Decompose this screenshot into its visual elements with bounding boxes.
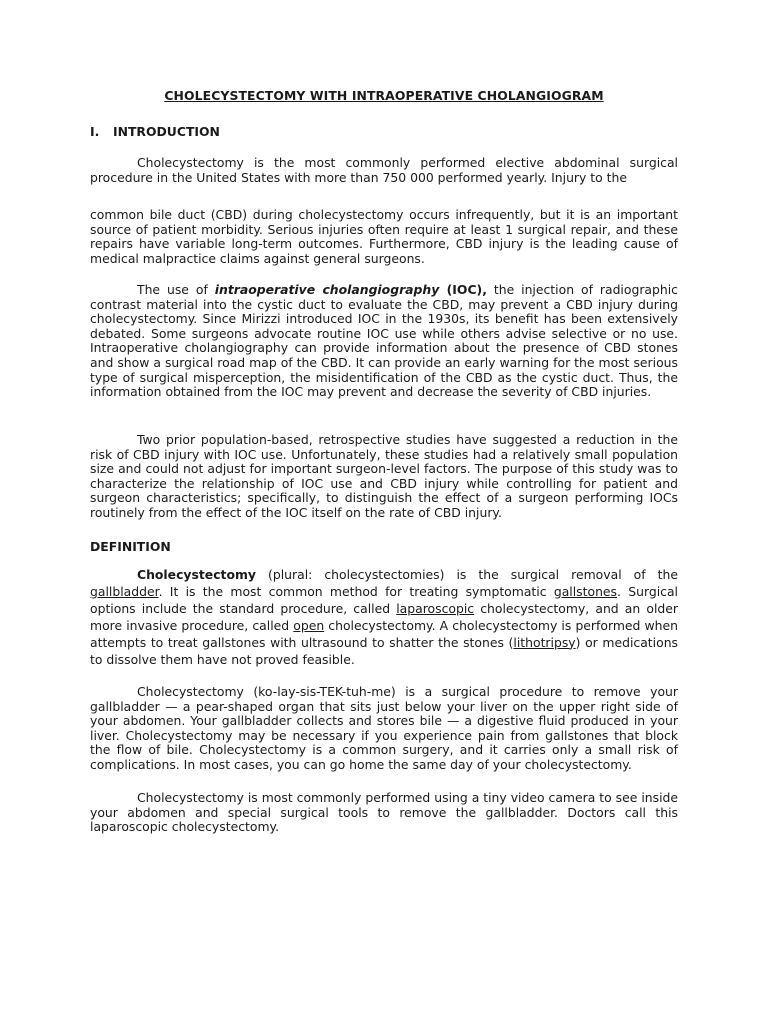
term-intraoperative-cholangiography: intraoperative cholangiography (214, 282, 440, 297)
intro-paragraph-1a: Cholecystectomy is the most commonly performed elective abdominal surgical procedure in the United States with more than 750 000 performed yearly. Injury to the (90, 155, 678, 185)
intro-paragraph-2 (90, 283, 678, 400)
p2-rest: the injection of radiographic contrast material into the cystic duct to evaluate the CBD, may prevent a CBD injury during cholecystectomy. Since Mirizzi introduced IOC in the 1930s, its benefit has been extensively debated. Some surgeons advocate routine IOC use while others advise selective or no use. Intraoperative cholangiography can provide information about the presence of CBD stones and show a surgical road map of the CBD. It can provide an early warning for the most serious type of surgical misperception, the misidentification of the CBD as the cystic duct. Thus, the information obtained from the IOC may prevent and decrease the severity of CBD injuries. (90, 282, 678, 400)
definition-text: (plural: cholecystectomies) is the surgical removal of the (255, 567, 678, 582)
link-gallstones[interactable]: gallstones (553, 583, 617, 599)
definition-text: ) or medications to dissolve them have not proved feasible. (90, 634, 678, 667)
section-heading-definition: DEFINITION (90, 539, 171, 554)
intro-paragraph-1b: common bile duct (CBD) during cholecystectomy occurs infrequently, but it is an important source of patient morbidity. Serious injuries often require at least 1 surgical repair, and these repairs have variable long-term outcomes. Furthermore, CBD injury is the leading cause of medical malpractice claims against general surgeons. (90, 207, 678, 266)
link-lithotripsy[interactable]: lithotripsy (513, 634, 576, 650)
definition-text: . It is the most common method for treating symptomatic (158, 583, 554, 599)
document-title: CHOLECYSTECTOMY WITH INTRAOPERATIVE CHOLANGIOGRAM (164, 88, 604, 103)
link-gallbladder[interactable]: gallbladder (90, 583, 159, 599)
section-heading-introduction (90, 124, 220, 139)
link-laparoscopic[interactable]: laparoscopic (396, 600, 475, 616)
definition-paragraph-1 (90, 567, 678, 668)
section-number: I. (90, 124, 100, 139)
definition-text: . Surgical options include the standard procedure, called (90, 583, 678, 616)
term-cholecystectomy: Cholecystectomy (137, 567, 256, 582)
p2-lead: The use of (137, 282, 215, 297)
link-open[interactable]: open (293, 617, 325, 633)
definition-text: cholecystectomy. A cholecystectomy is performed when attempts to treat gallstones with ultrasound to shatter the stones ( (90, 617, 678, 650)
definition-text: cholecystectomy, and an older more invasive procedure, called (90, 600, 678, 633)
definition-paragraph-3: Cholecystectomy is most commonly performed using a tiny video camera to see inside your abdomen and special surgical tools to remove the gallbladder. Doctors call this laparoscopic cholecystectomy. (90, 790, 678, 835)
term-abbreviation: (IOC), (439, 282, 487, 297)
intro-paragraph-3: Two prior population-based, retrospective studies have suggested a reduction in the risk of CBD injury with IOC use. Unfortunately, these studies had a relatively small population size and could not adjust for important surgeon-level factors. The purpose of this study was to characterize the relationship of IOC use and CBD injury while controlling for patient and surgeon characteristics; specifically, to distinguish the effect of a surgeon performing IOCs routinely from the effect of the IOC itself on the rate of CBD injury. (90, 432, 678, 520)
section-title: INTRODUCTION (113, 124, 220, 139)
definition-paragraph-2: Cholecystectomy (ko-lay-sis-TEK-tuh-me) is a surgical procedure to remove your gallbladder — a pear-shaped organ that sits just below your liver on the upper right side of your abdomen. Your gallbladder collects and stores bile — a digestive fluid produced in your liver. Cholecystectomy may be necessary if you experience pain from gallstones that block the flow of bile. Cholecystectomy is a common surgery, and it carries only a small risk of complications. In most cases, you can go home the same day of your cholecystectomy. (90, 684, 678, 772)
